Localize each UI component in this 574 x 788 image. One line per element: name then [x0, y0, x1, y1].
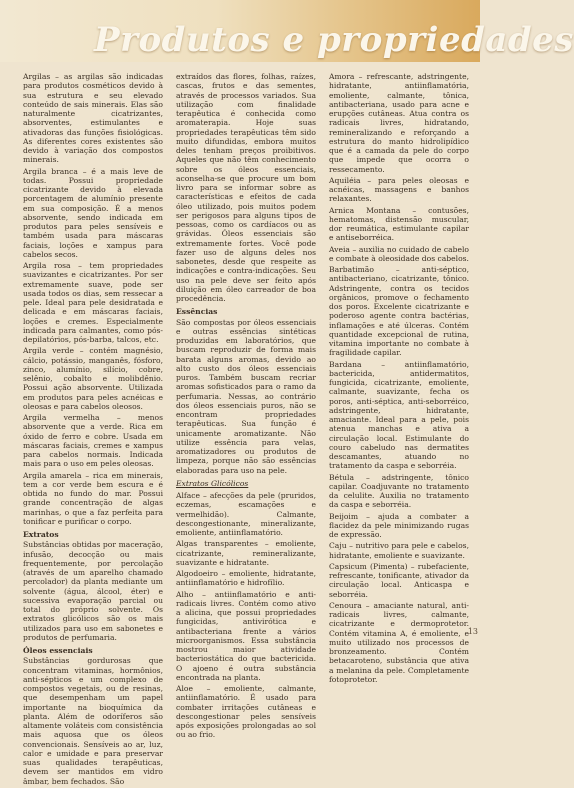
text-column-left: [23, 72, 163, 788]
paragraph: Argila vermelha – menos absorvente que a verde. Rica em óxido de ferro e cobre. Usada em máscaras faciais, cremes e xampus para cabelos normais. Indicada mais para o uso em peles oleosas.: [23, 413, 163, 469]
paragraph: Argilas – as argilas são indicadas para produtos cosméticos devido à sua estrutura e seu elevado conteúdo de sais minerais. Elas são naturalmente cicatrizantes, absorventes, estimulantes e ativadoras das funções fisiológicas. As diferentes cores existentes são devido à variação dos compostos minerais.: [23, 72, 163, 165]
paragraph: Barbatimão – anti-séptico, antibacteriano, cicatrizante, tônico. Adstringente, contra os tecidos orgânicos, promove o fechamento dos poros. Excelente cicatrizante e poderoso agente contra bactérias, inflamações e até úlceras. Contém quantidade excepcional de rutina, vitamina importante no combate à fragilidade capilar.: [329, 265, 469, 358]
paragraph: Substâncias gordurosas que concentram vitaminas, hormônios, anti-sépticos e um complexo de compostos vegetais, ou de resinas, que desempenham um papel importante na bioquímica da planta. Além de odoríferos são altamente voláteis com consistência mais aquosa que os óleos convencionais. Sensíveis ao ar, luz, calor e umidade e para preservar suas qualidades terapêuticas, devem ser mantidos em vidro âmbar, bem fechados. São: [23, 656, 163, 786]
paragraph: Algas transparentes – emoliente, cicatrizante, remineralizante, suavizante e hidratante.: [176, 539, 316, 567]
section-heading: Essências: [176, 307, 218, 317]
paragraph: Amora – refrescante, adstringente, hidratante, antiinflamatória, emoliente, calmante, tônica, antibacteriana, usado para acne e erupções cutâneas. Atua contra os radicais livres, hidratando, remineralizando e reforçando a estrutura do manto hidrolipídico que é a camada da pele do corpo que impede que ocorra o ressecamento.: [329, 72, 469, 174]
text-column-middle: [176, 72, 316, 742]
subsection-heading: Extratos Glicólicos: [176, 478, 249, 488]
paragraph: Caju – nutritivo para pele e cabelos, hidratante, emoliente e suavizante.: [329, 541, 469, 560]
paragraph: Argila branca – é a mais leve de todas. Possui propriedade cicatrizante devido à elevada porcentagem de alumínio presente em sua composição. É a menos absorvente, sendo indicada em produtos para peles sensíveis e também usada para máscaras faciais, loções e xampus para cabelos secos.: [23, 166, 163, 259]
paragraph: Alface – afecções da pele (pruridos, eczemas, escamações e vermelhidão). Calmante, descongestionante, mineralizante, emoliente, antiinflamatório.: [176, 491, 316, 537]
paragraph: Substâncias obtidas por maceração, infusão, decocção ou mais frequentemente, por percolação (através de um aparelho chamado percolador) da planta mediante um solvente (água, álcool, éter) e sucessiva evaporação parcial ou total do próprio solvente. Os extratos glicólicos são os mais utilizados para uso em sabonetes e produtos de perfumaria.: [23, 540, 163, 642]
paragraph: Aloe – emoliente, calmante, antiinflamatório. É usado para combater irritações cutâneas e descongestionar peles sensíveis após exposições prolongadas ao sol ou ao frio.: [176, 684, 316, 740]
section-heading: Óleos essenciais: [23, 646, 93, 655]
paragraph: extraídos das flores, folhas, raízes, cascas, frutos e das sementes, através de processos variados. Sua utilização com finalidade terapêutica é conhecida como aromaterapia. Hoje suas propriedades terapêuticas têm sido muito difundidas, embora muitos deles tenham preços proibitivos. Aqueles que não têm conhecimento sobre os óleos essenciais, aconselha-se que procure um bom livro para se informar sobre as características e efeitos de cada óleo utilizado, pois muitos podem ser perigosos para alguns tipos de pessoas, como os cardíacos ou as grávidas. Óleos essenciais são extremamente fortes. Você pode fazer uso de alguns deles nos sabonetes, desde que respeite as indicações e contra-indicações. Seu uso na pele deve ser feito após diluição em óleo carreador de boa procedência.: [176, 72, 316, 303]
paragraph: Alho – antiinflamatório e anti-radicais livres. Contém como ativo a alicina, que possui propriedades fungicidas, antivirótica e antibacteriana frente a vários microorganismos. Essa substância mostrou maior atividade bacteriostática do que bactericida. O ajoeno é outra substância encontrada na planta.: [176, 589, 316, 682]
paragraph: Aquiléia – para peles oleosas e acnéicas, massagens e banhos relaxantes.: [329, 175, 469, 204]
paragraph: Bétula – adstringente, tônico capilar. Coadjuvante no tratamento da celulite. Auxilia no tratamento da caspa e seborréia.: [329, 472, 469, 510]
page-number: 13: [467, 627, 478, 636]
section-heading: Extratos: [23, 530, 59, 539]
paragraph: Argila rosa – tem propriedades suavizantes e cicatrizantes. Por ser extremamente suave, pode ser usada todos os dias, sem ressecar a pele. Ideal para pele desidratada e delicada e em máscaras faciais, loções e cremes. Especialmente indicada para calmantes, como pós-depilatórios, pós-barba, talcos, etc.: [23, 261, 163, 344]
paragraph: Arnica Montana – contusões, hematomas, distensão muscular, dor reumática, estimulante capilar e antiseborréica.: [329, 205, 469, 243]
paragraph: Algodoeiro – emoliente, hidratante, antiinflamatório e hidrofílio.: [176, 569, 316, 588]
page-title: Produtos e propriedades: [94, 20, 574, 60]
paragraph: Argila verde – contém magnésio, cálcio, potássio, manganês, fósforo, zinco, alumínio, silício, cobre, selênio, cobalto e molibdênio. Possui ação absorvente. Utilizada em produtos para peles acnéicas e oleosas e para cabelos oleosos.: [23, 346, 163, 411]
header-banner: [0, 0, 574, 62]
paragraph: São compostas por óleos essenciais e outras essências sintéticas produzidas em laboratórios, que buscam reproduzir de forma mais barata alguns aromas, devido ao alto custo dos óleos essenciais puros. Também buscam recriar aromas sofisticados para o ramo da perfumaria. Nessas, ao contrário dos óleos essenciais puros, não se encontram propriedades terapêuticas. Sua função é unicamente aromatizante. Não utilize essência para velas, aromatizadores ou produtos de limpeza, porque não são essências elaboradas para uso na pele.: [176, 317, 316, 475]
paragraph: Cenoura – amaciante natural, anti-radicais livres, calmante, cicatrizante e dermoprotetor. Contém vitamina A, é emoliente, e muito utilizado nos processos de bronzeamento. Contém betacaroteno, substância que ativa a melanina da pele. Completamente fotoprotetor.: [329, 600, 469, 684]
paragraph: Aveia – auxilia no cuidado de cabelo e combate à oleosidade dos cabelos.: [329, 244, 469, 263]
paragraph: Beijoim – ajuda a combater a flacidez da pele minimizando rugas de expressão.: [329, 511, 469, 539]
paragraph: Argila amarela – rica em minerais, tem a cor verde bem escura e é obtida no fundo do mar. Possui grande concentração de algas marinhas, o que a faz perfeita para tonificar e purificar o corpo.: [23, 470, 163, 526]
paragraph: Bardana – antiinflamatório, bactericida, antidermatitos, fungicida, cicatrizante, emoliente, calmante, suavizante, fecha os poros, anti-séptica, anti-seborréico, adstringente, hidratante, amaciante. Ideal para a pele, pois atenua manchas e ativa a circulação local. Estimulante do couro cabeludo nas dermatites descamantes, atuando no tratamento da caspa e seborréia.: [329, 359, 469, 471]
paragraph: Capsicum (Pimenta) – rubefaciente, refrescante, tonificante, ativador da circulação local. Anticaspa e seborréia.: [329, 561, 469, 599]
text-column-right: [329, 72, 469, 686]
